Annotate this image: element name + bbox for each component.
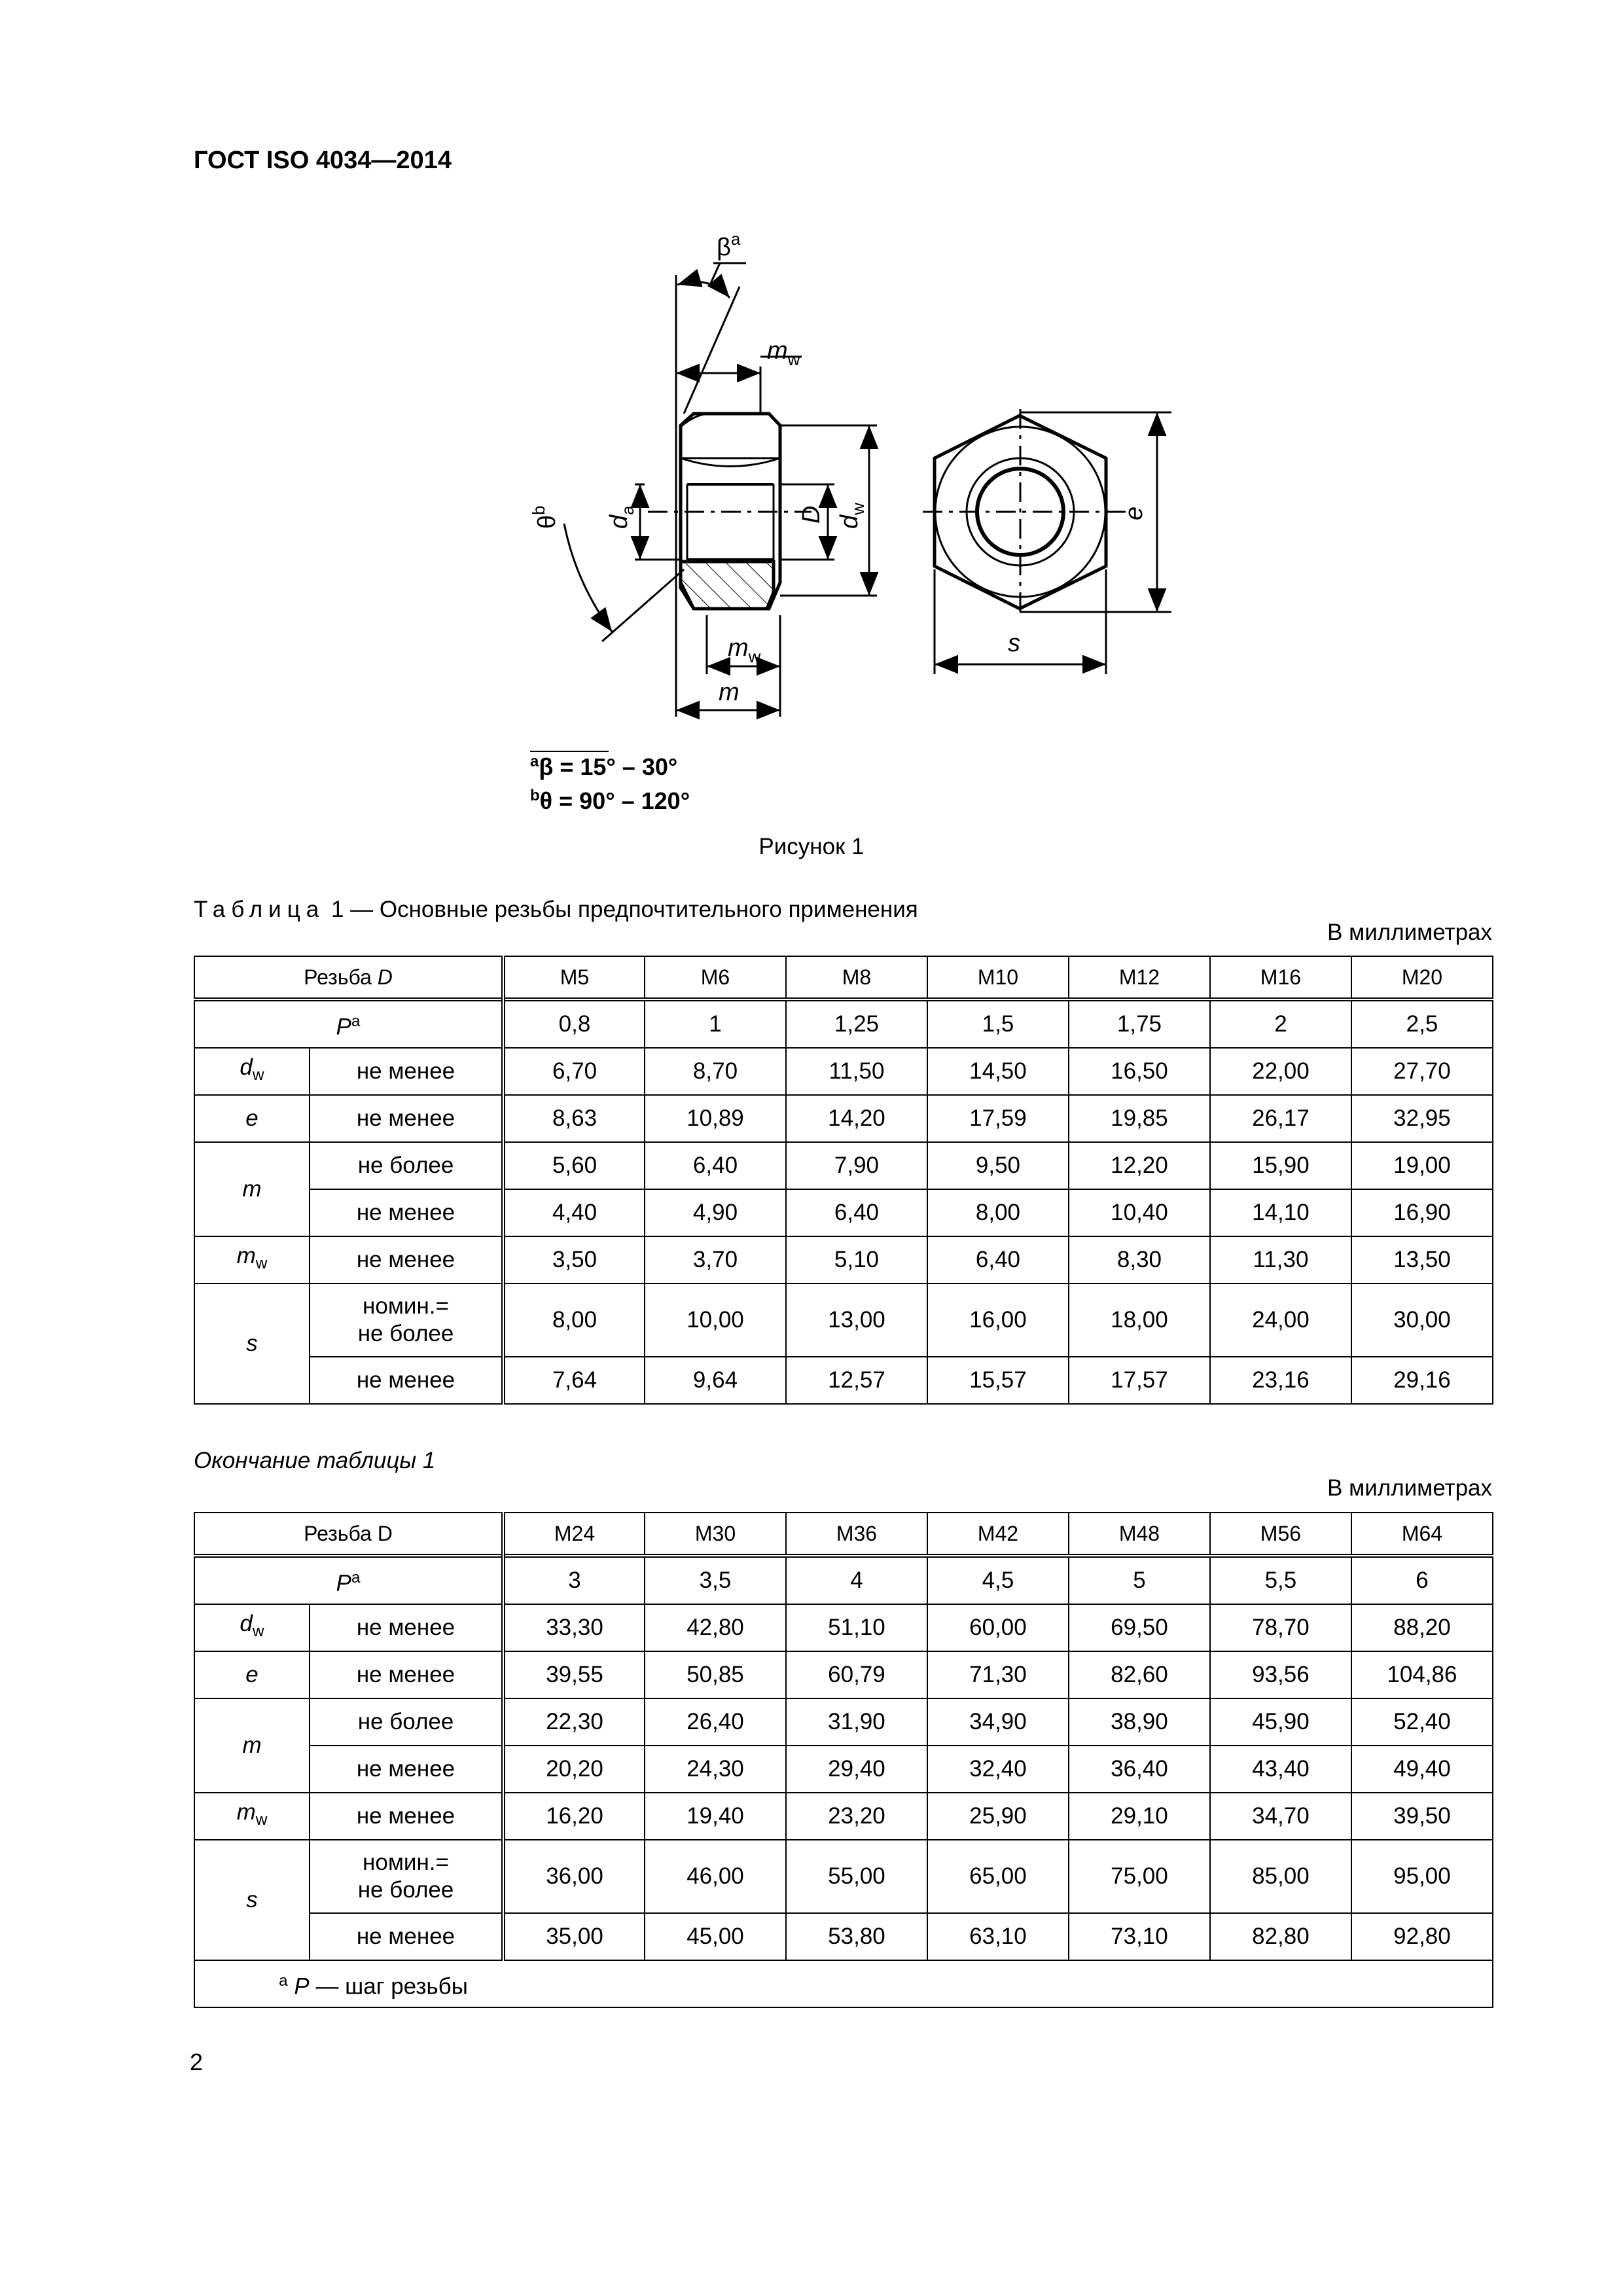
- table-cell: 71,30: [927, 1651, 1069, 1698]
- table-cell: 4: [786, 1556, 927, 1604]
- table-cell: не более: [310, 1142, 503, 1189]
- table-cell: не менее: [310, 1048, 503, 1095]
- table-cell: 18,00: [1069, 1283, 1210, 1357]
- table-cell: 1: [645, 999, 786, 1048]
- table-cell: 2,5: [1351, 999, 1493, 1048]
- table-cell: M30: [645, 1513, 786, 1556]
- table-cell: M16: [1210, 956, 1351, 999]
- table-cell: 11,50: [786, 1048, 927, 1095]
- table-cell: 34,70: [1210, 1793, 1351, 1840]
- table-cell: 16,00: [927, 1283, 1069, 1357]
- table-cell: 17,59: [927, 1095, 1069, 1142]
- table-cell: s: [194, 1840, 310, 1960]
- table-cell: 7,90: [786, 1142, 927, 1189]
- table-cell: 6: [1351, 1556, 1493, 1604]
- table-cell: 15,57: [927, 1357, 1069, 1404]
- table-cell: 23,20: [786, 1793, 927, 1840]
- table2-title: Окончание таблицы 1: [194, 1448, 436, 1473]
- table-cell: 8,00: [927, 1189, 1069, 1236]
- table-cell: M20: [1351, 956, 1493, 999]
- table-cell: не менее: [310, 1746, 503, 1793]
- table-cell: 104,86: [1351, 1651, 1493, 1698]
- table-cell: 75,00: [1069, 1840, 1210, 1913]
- table-cell: $m_w$: [194, 1236, 310, 1283]
- table-cell: M6: [645, 956, 786, 999]
- table1-title: Таблица 1 — Основные резьбы предпочтительного применения: [194, 897, 918, 922]
- label-s: s: [1008, 630, 1020, 657]
- table-cell: 14,20: [786, 1095, 927, 1142]
- table-cell: 1,25: [786, 999, 927, 1048]
- table-cell: 32,95: [1351, 1095, 1493, 1142]
- table-cell: e: [194, 1095, 310, 1142]
- table-cell: 4,5: [927, 1556, 1069, 1604]
- table1-units: В миллиметрах: [1327, 920, 1492, 945]
- table-cell: 22,30: [503, 1698, 645, 1746]
- table-cell: 17,57: [1069, 1357, 1210, 1404]
- table-cell: 3: [503, 1556, 645, 1604]
- label-D: D: [798, 505, 825, 524]
- table1-header-label: Резьба D: [194, 956, 503, 999]
- table-cell: 16,20: [503, 1793, 645, 1840]
- table-cell: M42: [927, 1513, 1069, 1556]
- table-cell: 42,80: [645, 1604, 786, 1651]
- table-cell: 3,50: [503, 1236, 645, 1283]
- table-cell: не менее: [310, 1095, 503, 1142]
- table-cell: 45,00: [645, 1913, 786, 1960]
- table-cell: не менее: [310, 1357, 503, 1404]
- table-cell: 0,8: [503, 999, 645, 1048]
- table-cell: не менее: [310, 1651, 503, 1698]
- label-beta: $\beta^a$: [717, 229, 741, 261]
- table1-s-max-row: [194, 1283, 1493, 1357]
- table-cell: 45,90: [1210, 1698, 1351, 1746]
- table2-dw-row: [194, 1604, 1493, 1651]
- page-number: 2: [190, 2049, 204, 2075]
- table-cell: M24: [503, 1513, 645, 1556]
- table2-s-max-row: [194, 1840, 1493, 1913]
- table-cell: 34,90: [927, 1698, 1069, 1746]
- table-cell: 20,20: [503, 1746, 645, 1793]
- table-cell: 39,50: [1351, 1793, 1493, 1840]
- table-cell: 50,85: [645, 1651, 786, 1698]
- table-cell: 10,00: [645, 1283, 786, 1357]
- table-cell: 85,00: [1210, 1840, 1351, 1913]
- table-cell: 29,16: [1351, 1357, 1493, 1404]
- table-cell: $d_w$: [194, 1048, 310, 1095]
- table-cell: 55,00: [786, 1840, 927, 1913]
- table-cell: 19,00: [1351, 1142, 1493, 1189]
- table-cell: 12,20: [1069, 1142, 1210, 1189]
- label-e: e: [1120, 506, 1148, 520]
- table-cell: M5: [503, 956, 645, 999]
- table-cell: 6,40: [645, 1142, 786, 1189]
- table-cell: 14,10: [1210, 1189, 1351, 1236]
- table-cell: 9,50: [927, 1142, 1069, 1189]
- table1: [194, 956, 1493, 1405]
- table-cell: 26,40: [645, 1698, 786, 1746]
- table-cell: 15,90: [1210, 1142, 1351, 1189]
- table-cell: M12: [1069, 956, 1210, 999]
- table-cell: не менее: [310, 1236, 503, 1283]
- table-cell: 10,89: [645, 1095, 786, 1142]
- table-cell: не менее: [310, 1604, 503, 1651]
- table-cell: m: [194, 1698, 310, 1793]
- nut-end-view: [923, 409, 1126, 615]
- table1-header-row: [194, 956, 1493, 999]
- table-cell: 8,63: [503, 1095, 645, 1142]
- table-cell: $d_w$: [194, 1604, 310, 1651]
- table-cell: 24,00: [1210, 1283, 1351, 1357]
- table-cell: 65,00: [927, 1840, 1069, 1913]
- table2-e-row: [194, 1651, 1493, 1698]
- table-cell: 5,5: [1210, 1556, 1351, 1604]
- table-cell: 5,10: [786, 1236, 927, 1283]
- label-da: $d_a$: [605, 505, 637, 529]
- label-mw-top: $m_w$: [767, 337, 800, 369]
- table-cell: не менее: [310, 1189, 503, 1236]
- table-cell: 53,80: [786, 1913, 927, 1960]
- table-cell: 22,00: [1210, 1048, 1351, 1095]
- table-cell: 69,50: [1069, 1604, 1210, 1651]
- table1-pitch-row: [194, 999, 1493, 1048]
- table-cell: не более: [310, 1698, 503, 1746]
- table2-s-min-row: [194, 1913, 1493, 1960]
- table-cell: 88,20: [1351, 1604, 1493, 1651]
- table-cell: 8,00: [503, 1283, 645, 1357]
- table-cell: номин.= не более: [310, 1840, 503, 1913]
- table-cell: 11,30: [1210, 1236, 1351, 1283]
- table-cell: 14,50: [927, 1048, 1069, 1095]
- table-cell: 60,79: [786, 1651, 927, 1698]
- table-cell: 38,90: [1069, 1698, 1210, 1746]
- table-cell: 73,10: [1069, 1913, 1210, 1960]
- table2-units: В миллиметрах: [1327, 1475, 1492, 1501]
- table-cell: 16,90: [1351, 1189, 1493, 1236]
- table-cell: 5,60: [503, 1142, 645, 1189]
- table-cell: m: [194, 1142, 310, 1236]
- figure-hex-nut-drawing: [0, 0, 1623, 916]
- label-m: m: [719, 679, 740, 706]
- table-cell: 78,70: [1210, 1604, 1351, 1651]
- table-cell: 31,90: [786, 1698, 927, 1746]
- table-cell: 60,00: [927, 1604, 1069, 1651]
- table-cell: $P^a$: [194, 999, 503, 1048]
- table-cell: s: [194, 1283, 310, 1404]
- table-cell: 36,40: [1069, 1746, 1210, 1793]
- table2-m-max-row: [194, 1698, 1493, 1746]
- table-cell: 46,00: [645, 1840, 786, 1913]
- table-cell: не менее: [310, 1793, 503, 1840]
- table-cell: 82,80: [1210, 1913, 1351, 1960]
- table-cell: 51,10: [786, 1604, 927, 1651]
- table-cell: 13,50: [1351, 1236, 1493, 1283]
- table-cell: 35,00: [503, 1913, 645, 1960]
- table1-e-row: [194, 1095, 1493, 1142]
- table-cell: M56: [1210, 1513, 1351, 1556]
- figure-footnote-b: $^b$θ = 90° – 120°: [530, 787, 690, 814]
- table-cell: 6,40: [786, 1189, 927, 1236]
- table-cell: 10,40: [1069, 1189, 1210, 1236]
- table-cell: 6,40: [927, 1236, 1069, 1283]
- table-cell: M8: [786, 956, 927, 999]
- table-cell: 95,00: [1351, 1840, 1493, 1913]
- table-cell: 1,5: [927, 999, 1069, 1048]
- table-cell: номин.= не более: [310, 1283, 503, 1357]
- table-cell: 1,75: [1069, 999, 1210, 1048]
- table2: [194, 1512, 1493, 2008]
- table-cell: 4,90: [645, 1189, 786, 1236]
- table1-m-max-row: [194, 1142, 1493, 1189]
- table2-pitch-row: [194, 1556, 1493, 1604]
- table1-m-min-row: [194, 1189, 1493, 1236]
- table-cell: M36: [786, 1513, 927, 1556]
- figure-caption: Рисунок 1: [758, 834, 865, 859]
- document-header: ГОСТ ISO 4034—2014: [194, 147, 452, 174]
- table-cell: 27,70: [1351, 1048, 1493, 1095]
- table-cell: 3,5: [645, 1556, 786, 1604]
- table-cell: 49,40: [1351, 1746, 1493, 1793]
- table2-header-row: [194, 1513, 1493, 1556]
- label-dw: $d_w$: [836, 503, 868, 529]
- table-cell: 25,90: [927, 1793, 1069, 1840]
- table-cell: 9,64: [645, 1357, 786, 1404]
- table-cell: 24,30: [645, 1746, 786, 1793]
- table-cell: M10: [927, 956, 1069, 999]
- table-cell: 33,30: [503, 1604, 645, 1651]
- table-cell: e: [194, 1651, 310, 1698]
- table-cell: 32,40: [927, 1746, 1069, 1793]
- table-cell: 52,40: [1351, 1698, 1493, 1746]
- table1-mw-row: [194, 1236, 1493, 1283]
- table-cell: 7,64: [503, 1357, 645, 1404]
- table-cell: 4,40: [503, 1189, 645, 1236]
- label-theta: $\theta^b$: [529, 505, 561, 529]
- table-cell: 3,70: [645, 1236, 786, 1283]
- table1-dw-row: [194, 1048, 1493, 1095]
- table-cell: 30,00: [1351, 1283, 1493, 1357]
- table-cell: $m_w$: [194, 1793, 310, 1840]
- table-cell: 93,56: [1210, 1651, 1351, 1698]
- table-cell: 63,10: [927, 1913, 1069, 1960]
- table2-footnote-row: [194, 1960, 1493, 2007]
- table-cell: $^a$ P — шаг резьбы: [194, 1960, 1493, 2007]
- table-cell: 92,80: [1351, 1913, 1493, 1960]
- table-cell: не менее: [310, 1913, 503, 1960]
- nut-section-hatch: [681, 562, 774, 609]
- label-mw-bottom: $m_w$: [728, 634, 761, 666]
- table-cell: 23,16: [1210, 1357, 1351, 1404]
- table-cell: 6,70: [503, 1048, 645, 1095]
- table-cell: 19,85: [1069, 1095, 1210, 1142]
- table-cell: 5: [1069, 1556, 1210, 1604]
- table-cell: Резьба D: [194, 1513, 503, 1556]
- table2-mw-row: [194, 1793, 1493, 1840]
- table-cell: 8,30: [1069, 1236, 1210, 1283]
- table-cell: 39,55: [503, 1651, 645, 1698]
- table-cell: 29,40: [786, 1746, 927, 1793]
- table-cell: 43,40: [1210, 1746, 1351, 1793]
- table-cell: 26,17: [1210, 1095, 1351, 1142]
- figure-footnote-a: $^a$β = 15° – 30°: [530, 753, 678, 780]
- table-cell: $P^a$: [194, 1556, 503, 1604]
- table1-s-min-row: [194, 1357, 1493, 1404]
- table2-m-min-row: [194, 1746, 1493, 1793]
- table-cell: 29,10: [1069, 1793, 1210, 1840]
- table-cell: 2: [1210, 999, 1351, 1048]
- table-cell: M48: [1069, 1513, 1210, 1556]
- table-cell: 13,00: [786, 1283, 927, 1357]
- table-cell: 36,00: [503, 1840, 645, 1913]
- table-cell: 19,40: [645, 1793, 786, 1840]
- table-cell: 16,50: [1069, 1048, 1210, 1095]
- table-cell: M64: [1351, 1513, 1493, 1556]
- table-cell: 82,60: [1069, 1651, 1210, 1698]
- table-cell: 8,70: [645, 1048, 786, 1095]
- table-cell: 12,57: [786, 1357, 927, 1404]
